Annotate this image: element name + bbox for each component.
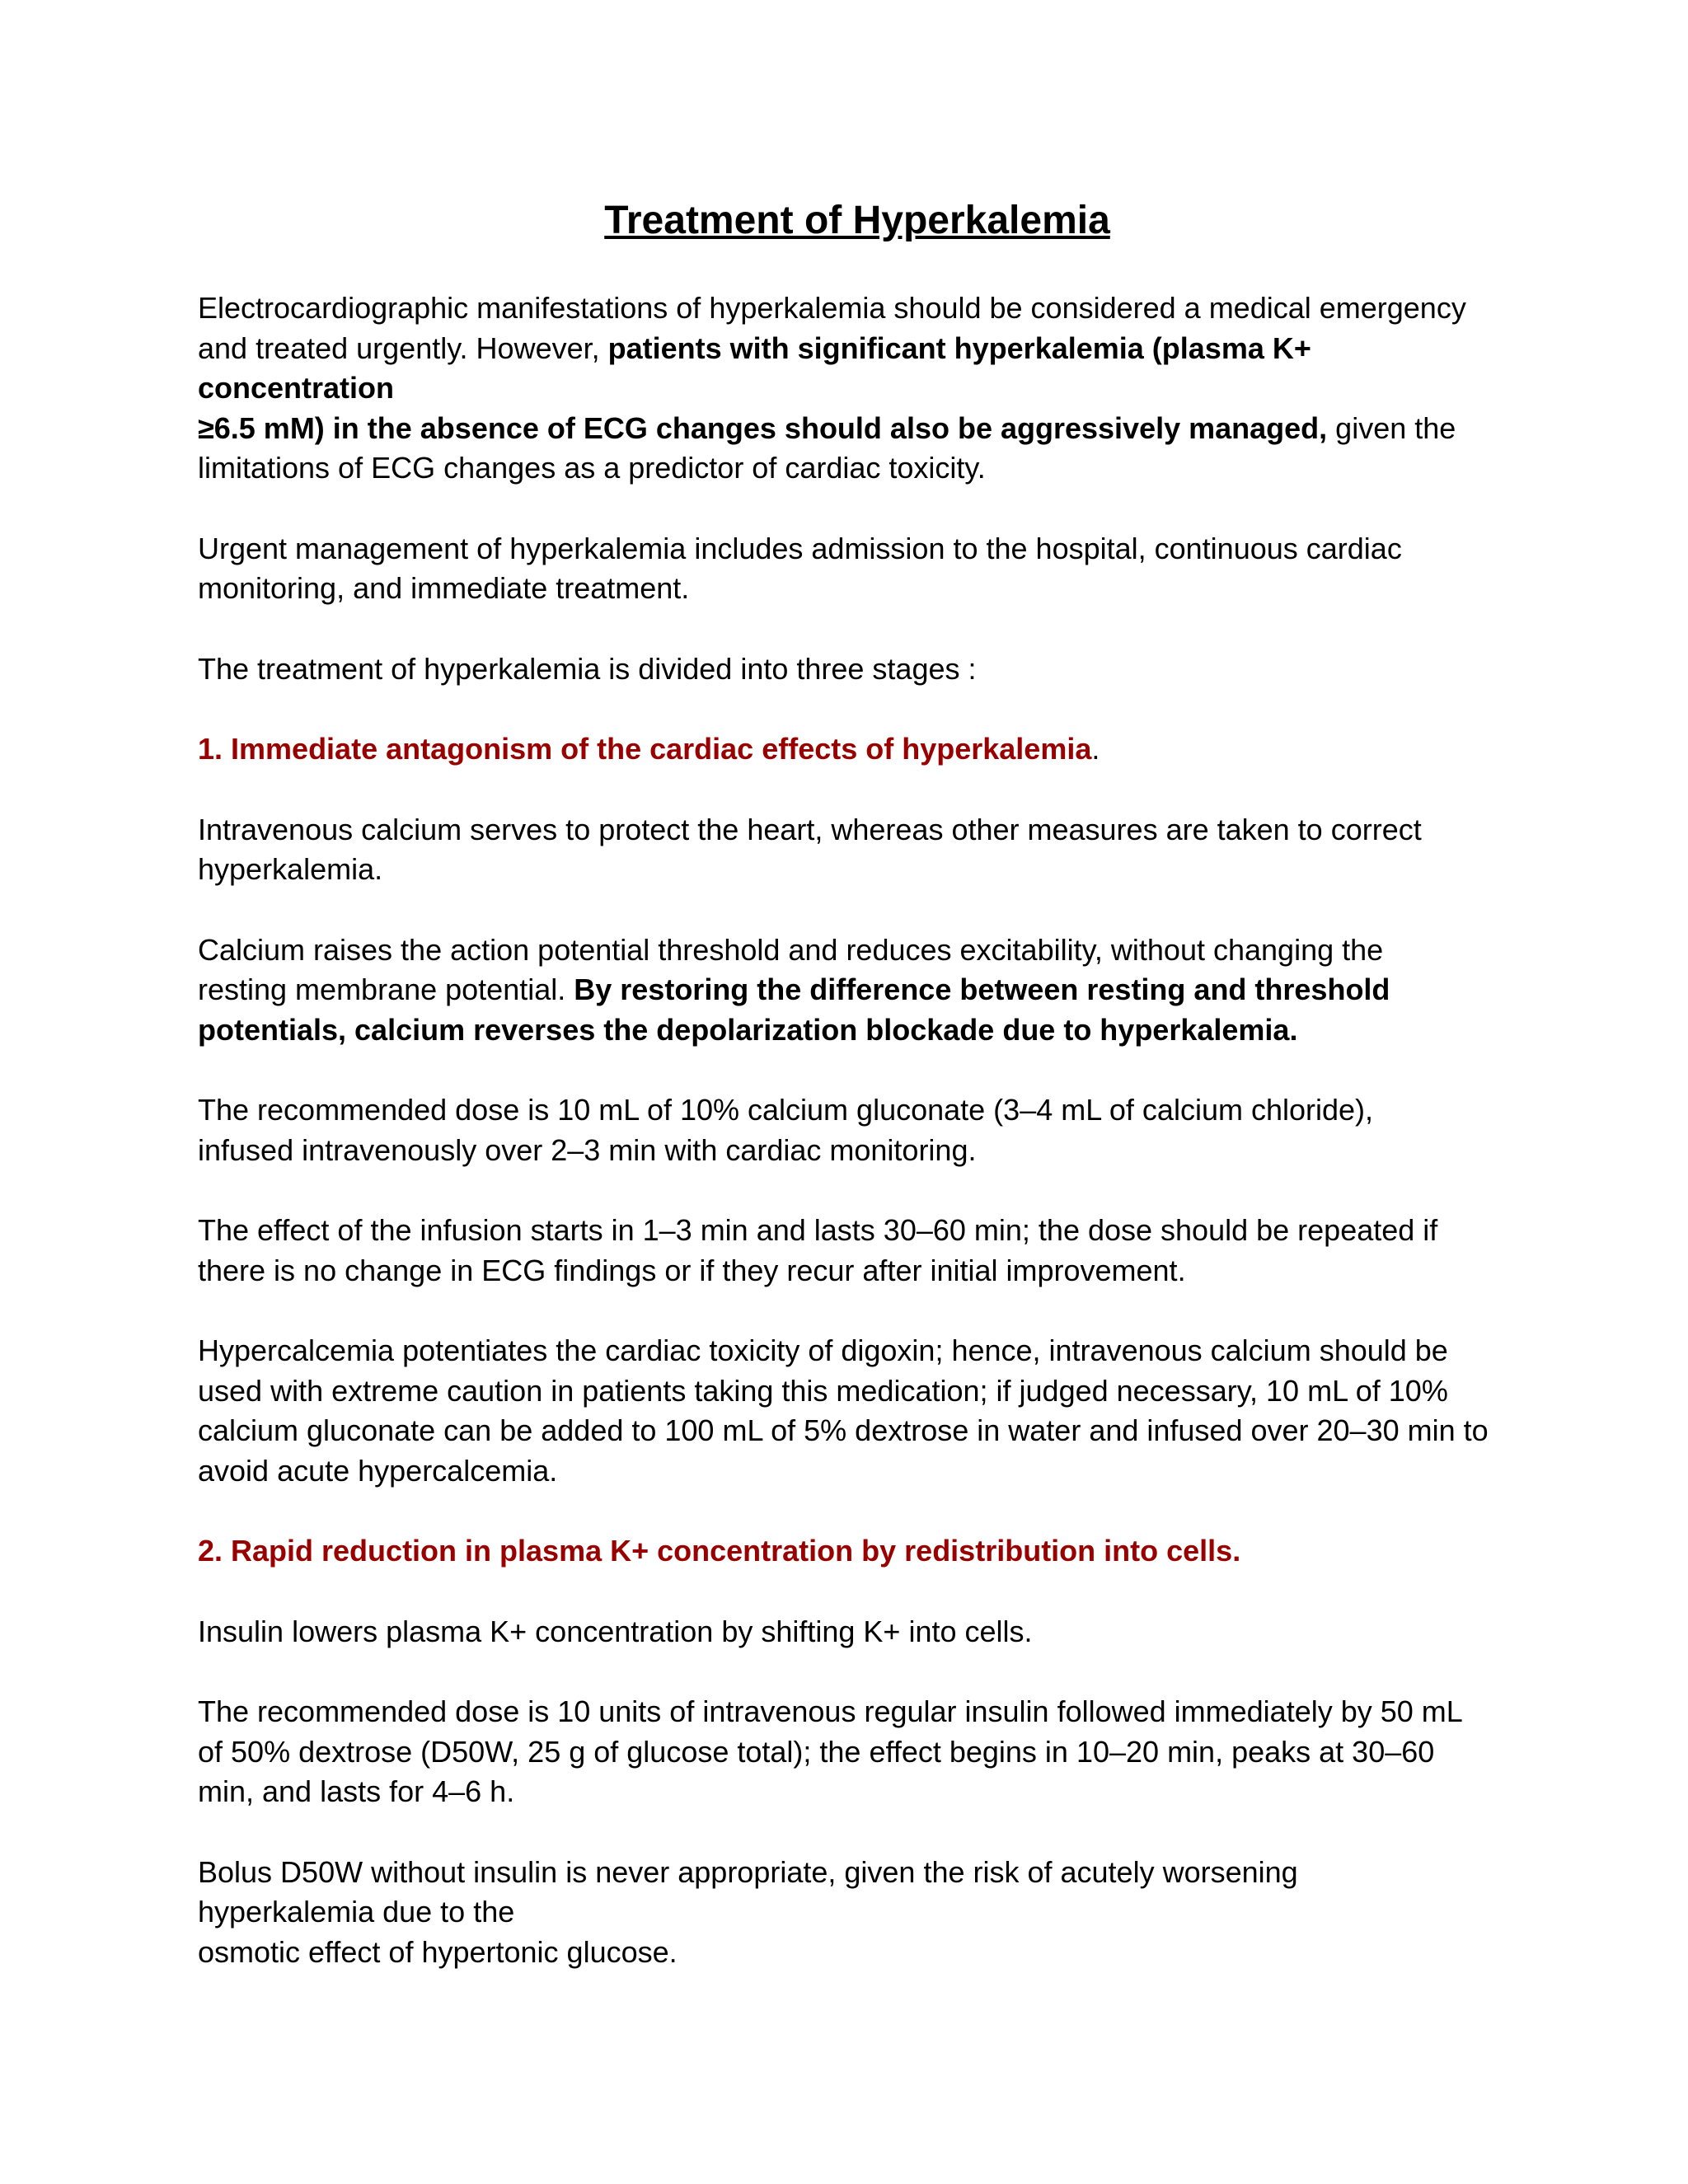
document-page xyxy=(198,194,1517,2013)
intro-bold-1: patients with significant hyperkalemia (plasma K+ concentration xyxy=(198,330,1311,405)
stage1-calcium-mechanism-paragraph xyxy=(198,930,1451,1051)
stage1-heading-text: 1. Immediate antagonism of the cardiac effects of hyperkalemia xyxy=(198,732,1092,766)
stage1-effect-paragraph: The effect of the infusion starts in 1–3 min and lasts 30–60 min; the dose should be repeated if there is no change in ECG findings or if they recur after initial improvement. xyxy=(198,1213,1438,1287)
stage1-dose-paragraph: The recommended dose is 10 mL of 10% calcium gluconate (3–4 mL of calcium chloride), infused intravenously over 2–3 min with cardiac monitoring. xyxy=(198,1093,1374,1167)
stage2-bolus-paragraph xyxy=(198,1853,1517,1973)
stage2-bolus-line-1: Bolus D50W without insulin is never appropriate, given the risk of acutely worsening hyperkalemia due to the xyxy=(198,1854,1298,1929)
document-title: Treatment of Hyperkalemia xyxy=(604,199,1110,242)
stage2-insulin-paragraph: Insulin lowers plasma K+ concentration by shifting K+ into cells. xyxy=(198,1614,1033,1648)
intro-bold-2: ≥6.5 mM) in the absence of ECG changes should also be aggressively managed, xyxy=(198,410,1328,445)
intro-paragraph xyxy=(198,288,1492,489)
stages-intro-paragraph: The treatment of hyperkalemia is divided into three stages : xyxy=(198,651,977,686)
stage1-heading xyxy=(198,729,1517,770)
stage2-bolus-line-2: osmotic effect of hypertonic glucose. xyxy=(198,1934,678,1969)
stage1-calcium-protect-paragraph: Intravenous calcium serves to protect the heart, whereas other measures are taken to correct hyperkalemia. xyxy=(198,812,1422,886)
stage2-dose-paragraph: The recommended dose is 10 units of intravenous regular insulin followed immediately by 50 mL of 50% dextrose (D50W, 25 g of glucose total); the effect begins in 10–20 min, peaks at 30–60 min, and lasts for 4–6 h. xyxy=(198,1694,1462,1808)
stage1-mechanism-bold: By restoring the difference between resting and threshold potentials, calcium reverses the depolarization blockade due to hyperkalemia. xyxy=(198,972,1390,1047)
stage1-mechanism-text: Calcium raises the action potential threshold and reduces excitability, without changing the resting membrane potential. xyxy=(198,932,1384,1006)
stage1-heading-period: . xyxy=(1091,732,1100,766)
urgent-management-paragraph: Urgent management of hyperkalemia includes admission to the hospital, continuous cardiac monitoring, and immediate treatment. xyxy=(198,531,1402,605)
stage2-heading: 2. Rapid reduction in plasma K+ concentration by redistribution into cells. xyxy=(198,1534,1241,1568)
intro-text-2: given the limitations of ECG changes as a predictor of cardiac toxicity. xyxy=(198,410,1456,485)
intro-text-1: Electrocardiographic manifestations of hyperkalemia should be considered a medical emergency and treated urgently. However, xyxy=(198,291,1466,365)
stage1-digoxin-paragraph: Hypercalcemia potentiates the cardiac toxicity of digoxin; hence, intravenous calcium should be used with extreme caution in patients taking this medication; if judged necessary, 10 mL of 10% calcium gluconate can be added to 100 mL of 5% dextrose in water and infused over 20–30 min to avoid acute hypercalcemia. xyxy=(198,1333,1489,1488)
